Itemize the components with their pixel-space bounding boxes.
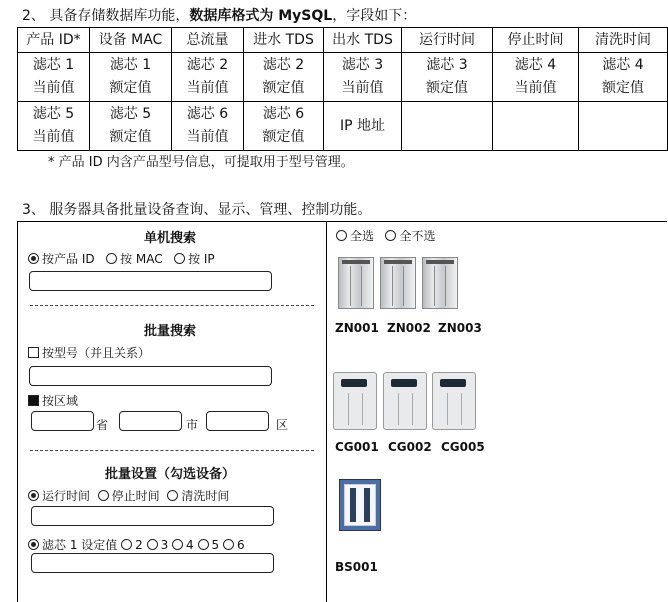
table-cell: [579, 102, 668, 151]
radio-filter-4[interactable]: 4: [172, 538, 194, 552]
radio-wash-time[interactable]: 清洗时间: [167, 489, 229, 503]
radio-filter-6[interactable]: 6: [223, 538, 245, 552]
table-cell: 滤芯 5 额定值: [90, 102, 172, 151]
device-label: CG002: [388, 440, 432, 454]
header-cell: 进水 TDS: [244, 28, 324, 53]
table-cell: 滤芯 3 当前值: [324, 53, 402, 102]
table-row: [18, 102, 668, 151]
header-cell: 停止时间: [493, 28, 579, 53]
radio-select-none[interactable]: 全不选: [385, 229, 435, 243]
table-cell: 滤芯 1 当前值: [18, 53, 90, 102]
table-cell: 滤芯 6 额定值: [244, 102, 324, 151]
province-label: 省: [96, 418, 109, 432]
radio-filter-3[interactable]: 3: [147, 538, 169, 552]
district-input[interactable]: [206, 411, 269, 431]
device-label: ZN001: [335, 321, 379, 335]
radio-filter-5[interactable]: 5: [198, 538, 220, 552]
radio-filter-2[interactable]: 2: [121, 538, 143, 552]
header-cell: 总流量: [172, 28, 244, 53]
single-search-options: [28, 250, 215, 267]
device-label: CG005: [441, 440, 485, 454]
table-header-row: [18, 28, 668, 53]
table-cell: 滤芯 4 当前值: [493, 53, 579, 102]
radio-ip[interactable]: 按 IP: [174, 252, 215, 266]
province-input[interactable]: [31, 411, 94, 431]
city-label: 市: [186, 418, 199, 432]
checkbox-by-model[interactable]: 按型号（并且关系）: [28, 344, 150, 361]
section2-heading: 2、 具备存储数据库功能，数据库格式为 MySQL，字段如下：: [22, 8, 417, 24]
table-cell: 滤芯 5 当前值: [18, 102, 90, 151]
city-input[interactable]: [119, 411, 182, 431]
radio-run-time[interactable]: 运行时间: [28, 489, 90, 503]
table-cell: 滤芯 2 额定值: [244, 53, 324, 102]
batch-search-title: 批量搜索: [143, 324, 196, 339]
radio-product-id[interactable]: 按产品 ID: [28, 252, 95, 266]
table-footnote: * 产品 ID 内含产品型号信息，可提取用于型号管理。: [48, 155, 354, 170]
time-options: [28, 487, 229, 504]
section-separator: [30, 305, 314, 306]
table-cell: [493, 102, 579, 151]
single-search-title: 单机搜索: [143, 231, 196, 246]
checkbox-by-region[interactable]: 按区域: [28, 392, 78, 409]
header-cell: 清洗时间: [579, 28, 668, 53]
header-cell: 产品 ID*: [18, 28, 90, 53]
header-cell: 运行时间: [402, 28, 493, 53]
header-cell: 设备 MAC: [90, 28, 172, 53]
district-label: 区: [276, 418, 289, 432]
table-cell: IP 地址: [324, 102, 402, 151]
time-setting-input[interactable]: [31, 506, 274, 526]
single-search-input[interactable]: [29, 271, 272, 291]
table-cell: [402, 102, 493, 151]
radio-filter-1[interactable]: 滤芯 1 设定值: [28, 538, 117, 552]
device-label: CG001: [335, 440, 379, 454]
radio-mac[interactable]: 按 MAC: [106, 252, 163, 266]
selection-options: [336, 227, 435, 244]
radio-stop-time[interactable]: 停止时间: [98, 489, 160, 503]
section3-heading: 3、 服务器具备批量设备查询、显示、管理、控制功能。: [22, 202, 372, 218]
section-separator: [30, 450, 314, 451]
header-cell: 出水 TDS: [324, 28, 402, 53]
device-label: ZN003: [438, 321, 482, 335]
filter-setting-input[interactable]: [31, 553, 274, 573]
device-label: BS001: [335, 560, 378, 574]
database-fields-table: [17, 27, 668, 151]
table-cell: 滤芯 3 额定值: [402, 53, 493, 102]
table-cell: 滤芯 2 当前值: [172, 53, 244, 102]
model-search-input[interactable]: [29, 366, 272, 386]
panel-divider: [326, 221, 327, 602]
table-cell: 滤芯 4 额定值: [579, 53, 668, 102]
table-cell: 滤芯 1 额定值: [90, 53, 172, 102]
device-label: ZN002: [387, 321, 431, 335]
table-cell: 滤芯 6 当前值: [172, 102, 244, 151]
batch-settings-title: 批量设置（勾选设备）: [104, 467, 235, 482]
radio-select-all[interactable]: 全选: [336, 229, 374, 243]
filter-options: [28, 536, 245, 553]
table-row: [18, 53, 668, 102]
